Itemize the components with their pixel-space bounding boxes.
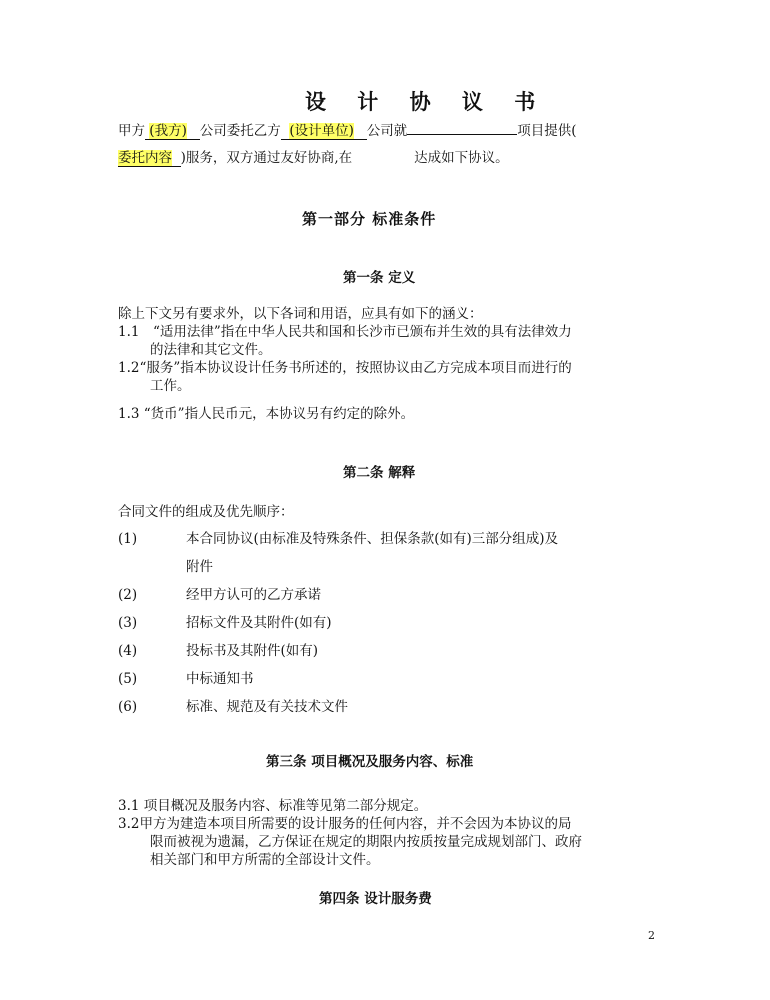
list-item-2 xyxy=(118,586,321,604)
list-item-4 xyxy=(118,642,318,660)
list-item-number: (1) xyxy=(118,531,138,547)
party-a-field[interactable] xyxy=(145,123,200,140)
list-item-1 xyxy=(118,530,558,548)
clause-1-1-line-2: 的法律和其它文件。 xyxy=(150,342,272,358)
list-item-text: 标准、规范及有关技术文件 xyxy=(186,699,348,715)
preamble-text-party-a-label: 甲方 xyxy=(118,123,145,139)
list-item-number: (5) xyxy=(118,671,138,687)
page-number: 2 xyxy=(648,929,655,942)
preamble-text-provide: 项目提供( xyxy=(517,123,577,139)
entrusted-content-field[interactable] xyxy=(118,150,181,167)
clause-1-2-line-2: 工作。 xyxy=(150,378,191,394)
clause-3-2-line-3: 相关部门和甲方所需的全部设计文件。 xyxy=(150,852,380,868)
party-a-value: (我方) xyxy=(149,123,187,139)
clause-1-3: 1.3 “货币”指人民币元，本协议另有约定的除外。 xyxy=(118,406,415,422)
list-item-5 xyxy=(118,670,254,688)
clause-3-2-line-2: 限而被视为遗漏，乙方保证在规定的期限内按质按量完成规划部门、政府 xyxy=(150,834,582,850)
list-item-6 xyxy=(118,698,348,716)
clause-1-2-line-1: 1.2“服务”指本协议设计任务书所述的，按照协议由乙方完成本项目而进行的 xyxy=(118,360,572,376)
article-3-title: 第三条 项目概况及服务内容、标准 xyxy=(266,754,474,770)
party-b-field[interactable] xyxy=(281,123,367,140)
preamble-line-1 xyxy=(118,120,577,140)
list-item-text: 招标文件及其附件(如有) xyxy=(186,615,332,631)
preamble-text-entrust: 公司委托乙方 xyxy=(199,123,281,139)
list-item-1-continuation: 附件 xyxy=(186,559,213,575)
article-2-title: 第二条 解释 xyxy=(343,465,416,481)
article-1-intro: 除上下文另有要求外，以下各词和用语，应具有如下的涵义： xyxy=(118,306,483,322)
project-name-blank[interactable] xyxy=(407,120,517,135)
list-item-number: (2) xyxy=(118,587,138,603)
list-item-number: (4) xyxy=(118,643,138,659)
clause-1-1-line-1: 1.1 “适用法律”指在中华人民共和国和长沙市已颁布并生效的具有法律效力 xyxy=(118,324,572,340)
article-4-title: 第四条 设计服务费 xyxy=(319,891,432,907)
party-b-value: (设计单位) xyxy=(289,123,354,139)
entrusted-content-value: 委托内容 xyxy=(118,150,172,166)
part-1-title: 第一部分 标准条件 xyxy=(302,210,437,228)
preamble-text-company: 公司就 xyxy=(366,123,408,139)
article-2-intro: 合同文件的组成及优先顺序： xyxy=(118,504,294,520)
clause-3-2-line-1: 3.2甲方为建造本项目所需要的设计服务的任何内容，并不会因为本协议的局 xyxy=(118,816,572,832)
list-item-number: (6) xyxy=(118,699,138,715)
list-item-text: 中标通知书 xyxy=(186,671,254,687)
article-1-title: 第一条 定义 xyxy=(343,270,416,286)
list-item-number: (3) xyxy=(118,615,138,631)
list-item-text: 投标书及其附件(如有) xyxy=(186,643,319,659)
document-title: 设 计 协 议 书 xyxy=(305,89,548,114)
preamble-text-agree: 达成如下协议。 xyxy=(414,150,509,166)
clause-3-1: 3.1 项目概况及服务内容、标准等见第二部分规定。 xyxy=(118,798,428,814)
preamble-line-2 xyxy=(118,149,509,167)
list-item-text: 经甲方认可的乙方承诺 xyxy=(186,587,321,603)
list-item-text: 本合同协议(由标准及特殊条件、担保条款(如有)三部分组成)及 xyxy=(186,531,559,547)
list-item-3 xyxy=(118,614,332,632)
preamble-text-service: )服务，双方通过友好协商,在 xyxy=(180,150,353,166)
